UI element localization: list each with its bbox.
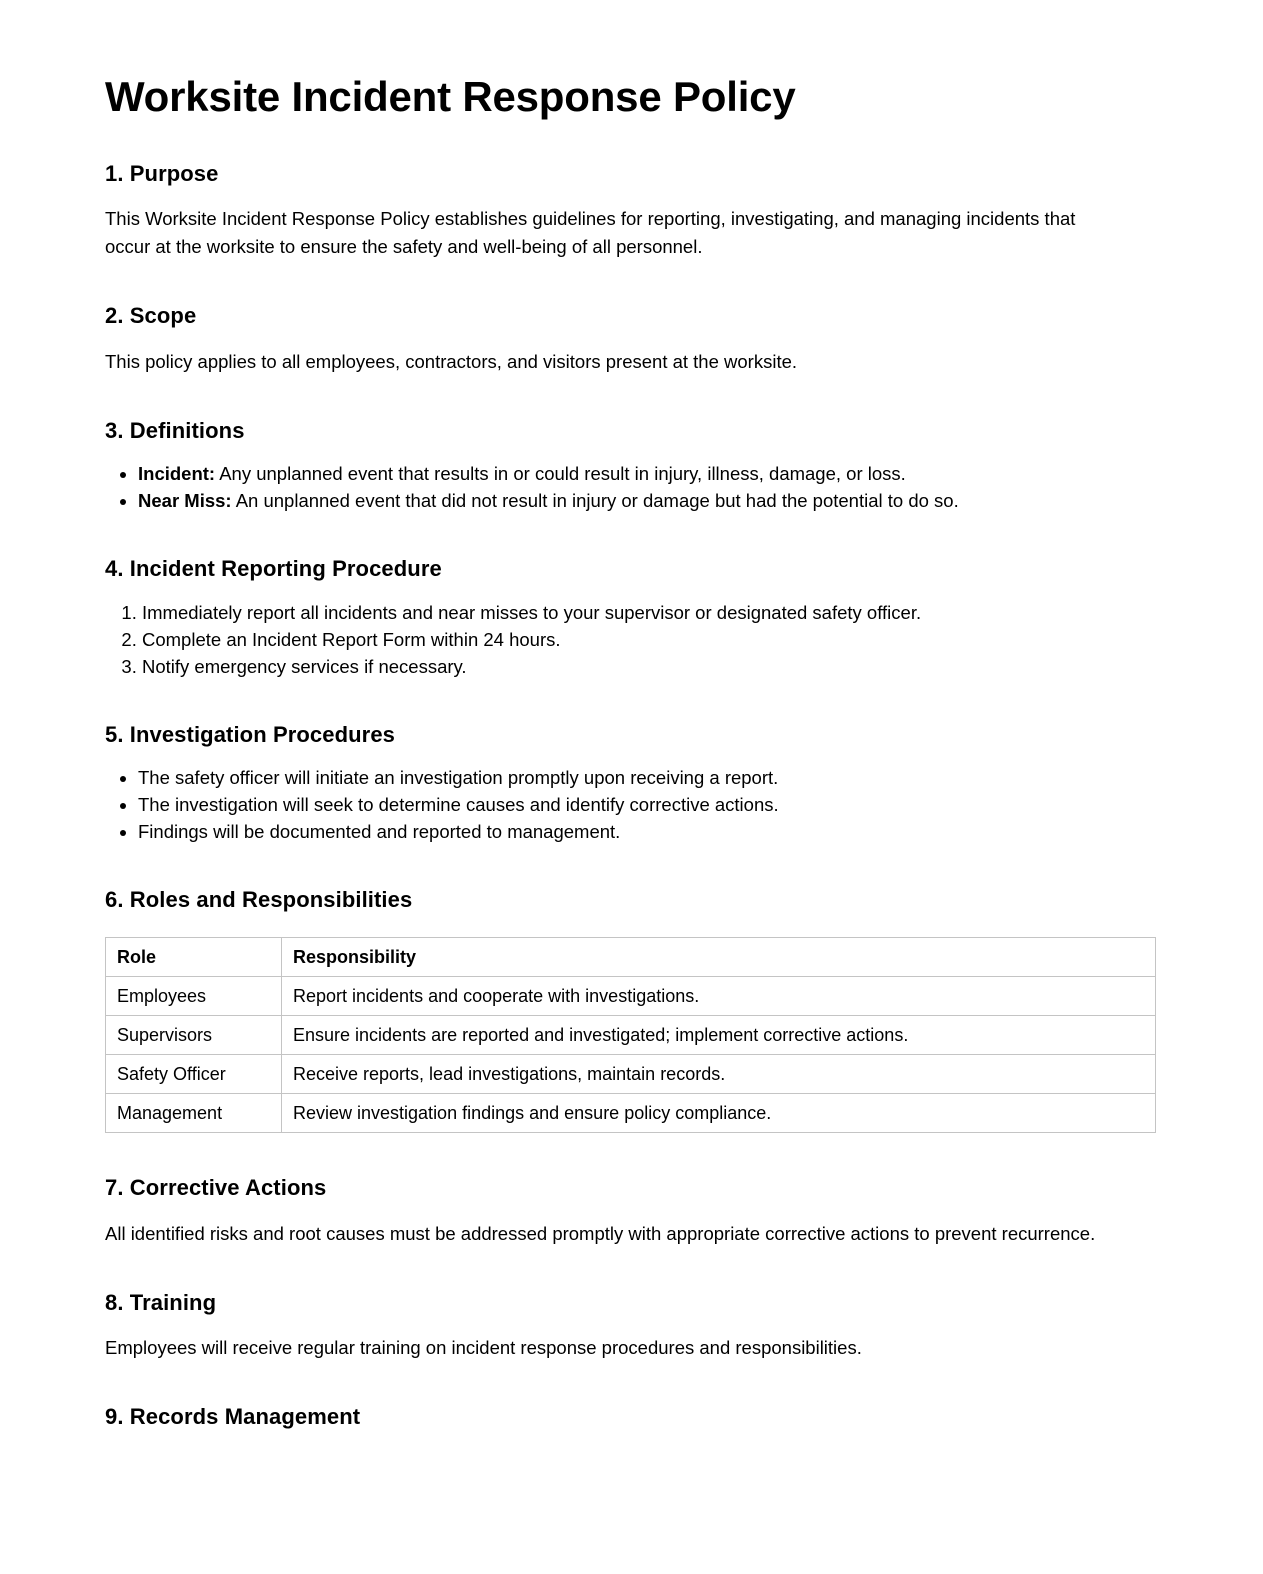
list-item: 2. Complete an Incident Report Form within 24 hours. xyxy=(142,626,1117,653)
table-header-responsibility: Responsibility xyxy=(282,938,1156,977)
section-paragraph-corrective-actions: All identified risks and root causes must be addressed promptly with appropriate corrective actions to prevent recurrence. xyxy=(105,1222,1096,1244)
table-row xyxy=(106,1094,1156,1133)
page-title: Worksite Incident Response Policy xyxy=(105,73,796,120)
section-paragraph-purpose: This Worksite Incident Response Policy establishes guidelines for reporting, investigating, and managing incidents that occur at the worksite to ensure the safety and well-being of all personnel. xyxy=(105,208,1076,258)
table-cell-responsibility: Receive reports, lead investigations, maintain records. xyxy=(282,1055,1156,1094)
list-item: • The safety officer will initiate an investigation promptly upon receiving a report. xyxy=(138,764,1117,791)
table-row xyxy=(106,1055,1156,1094)
section-heading-records-management: 9. Records Management xyxy=(105,1404,361,1430)
table-cell-role: Employees xyxy=(106,977,282,1016)
section-paragraph-training: Employees will receive regular training on incident response procedures and responsibilities. xyxy=(105,1337,862,1359)
definitions-list xyxy=(105,444,1117,514)
definition-term: Incident: xyxy=(138,463,216,485)
section-heading-roles-and-responsibilities: 6. Roles and Responsibilities xyxy=(105,887,413,913)
list-item: 3. Notify emergency services if necessary. xyxy=(142,653,1117,680)
definition-term: Near Miss: xyxy=(138,490,232,512)
table-header-row xyxy=(106,938,1156,977)
definition-text: Any unplanned event that results in or could result in injury, illness, damage, or loss. xyxy=(215,463,906,485)
list-item xyxy=(138,460,1117,487)
incident-reporting-steps xyxy=(105,583,1117,680)
roles-responsibilities-table xyxy=(105,937,1156,1133)
definition-text: An unplanned event that did not result in injury or damage but had the potential to do so. xyxy=(231,490,959,512)
table-header-role: Role xyxy=(106,938,282,977)
section-heading-investigation-procedures: 5. Investigation Procedures xyxy=(105,721,396,747)
list-item: • The investigation will seek to determine causes and identify corrective actions. xyxy=(138,791,1117,818)
table-cell-role: Safety Officer xyxy=(106,1055,282,1094)
list-item: 1. Immediately report all incidents and near misses to your supervisor or designated safety officer. xyxy=(142,599,1117,626)
section-heading-definitions: 3. Definitions xyxy=(105,417,245,443)
section-heading-incident-reporting-procedure: 4. Incident Reporting Procedure xyxy=(105,556,442,582)
list-item xyxy=(138,487,1117,514)
table-row xyxy=(106,977,1156,1016)
list-item: • Findings will be documented and reported to management. xyxy=(138,818,1117,845)
table-cell-role: Supervisors xyxy=(106,1016,282,1055)
table-cell-responsibility: Review investigation findings and ensure policy compliance. xyxy=(282,1094,1156,1133)
section-heading-scope: 2. Scope xyxy=(105,303,197,329)
table-cell-responsibility: Report incidents and cooperate with investigations. xyxy=(282,977,1156,1016)
section-heading-corrective-actions: 7. Corrective Actions xyxy=(105,1175,327,1201)
section-paragraph-scope: This policy applies to all employees, contractors, and visitors present at the worksite. xyxy=(105,350,798,372)
section-heading-training: 8. Training xyxy=(105,1289,217,1315)
investigation-procedures-list xyxy=(105,748,1117,845)
section-heading-purpose: 1. Purpose xyxy=(105,161,219,187)
table-cell-responsibility: Ensure incidents are reported and investigated; implement corrective actions. xyxy=(282,1016,1156,1055)
table-row xyxy=(106,1016,1156,1055)
table-cell-role: Management xyxy=(106,1094,282,1133)
document-content xyxy=(105,0,1117,1431)
